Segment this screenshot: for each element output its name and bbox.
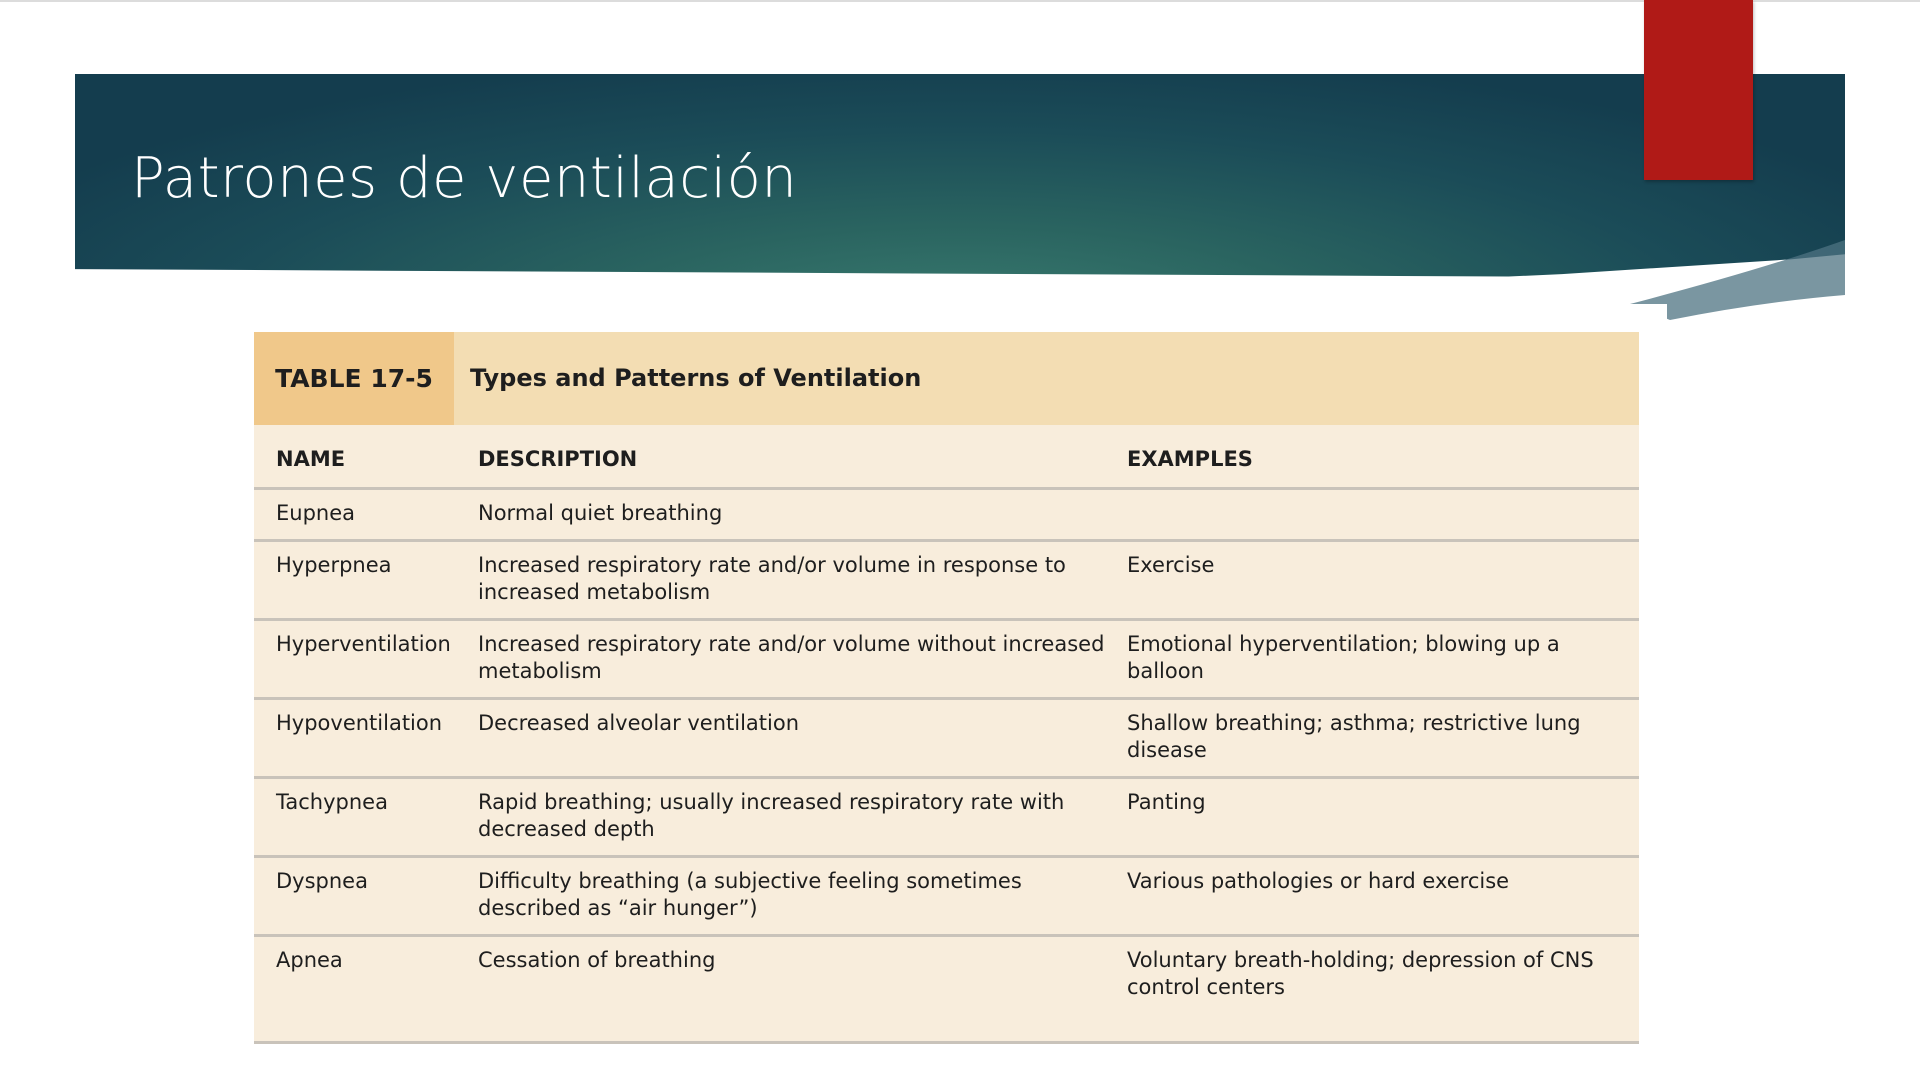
cell-name: Eupnea bbox=[276, 501, 356, 525]
column-header-name: NAME bbox=[276, 447, 346, 471]
slide-title: Patrones de ventilación bbox=[131, 146, 798, 211]
column-header-examples: EXAMPLES bbox=[1127, 447, 1253, 471]
cell-description: Rapid breathing; usually increased respiratory rate with decreased depth bbox=[478, 790, 1065, 841]
table-row bbox=[254, 490, 1639, 542]
cell-name: Tachypnea bbox=[276, 790, 388, 814]
cell-examples: Various pathologies or hard exercise bbox=[1127, 869, 1510, 893]
table-title: Types and Patterns of Ventilation bbox=[470, 364, 922, 392]
red-accent-tab bbox=[1644, 0, 1753, 180]
cell-name: Hypoventilation bbox=[276, 711, 443, 735]
table-backing-plate bbox=[227, 304, 1667, 324]
cell-examples: Exercise bbox=[1127, 553, 1215, 577]
cell-description: Decreased alveolar ventilation bbox=[478, 711, 800, 735]
table-caption bbox=[254, 332, 1639, 425]
cell-name: Apnea bbox=[276, 948, 343, 972]
cell-examples: Voluntary breath-holding; depression of CNS control centers bbox=[1127, 948, 1594, 999]
cell-examples: Emotional hyperventilation; blowing up a balloon bbox=[1127, 632, 1560, 683]
table-row bbox=[254, 858, 1639, 937]
cell-description: Increased respiratory rate and/or volume in response to increased metabolism bbox=[478, 553, 1066, 604]
cell-description: Normal quiet breathing bbox=[478, 501, 723, 525]
top-divider bbox=[0, 0, 1920, 2]
table-row bbox=[254, 937, 1639, 1037]
cell-description: Increased respiratory rate and/or volume without increased metabolism bbox=[478, 632, 1105, 683]
table-row bbox=[254, 779, 1639, 858]
ventilation-table bbox=[254, 332, 1639, 1044]
cell-examples: Panting bbox=[1127, 790, 1206, 814]
table-row bbox=[254, 621, 1639, 700]
table-number: TABLE 17-5 bbox=[254, 332, 454, 425]
table-row bbox=[254, 700, 1639, 779]
cell-examples: Shallow breathing; asthma; restrictive lung disease bbox=[1127, 711, 1581, 762]
cell-name: Dyspnea bbox=[276, 869, 368, 893]
table-row bbox=[254, 542, 1639, 621]
cell-description: Difficulty breathing (a subjective feeling sometimes described as “air hunger”) bbox=[478, 869, 1022, 920]
table-header-row bbox=[254, 425, 1639, 490]
cell-description: Cessation of breathing bbox=[478, 948, 716, 972]
cell-name: Hyperpnea bbox=[276, 553, 392, 577]
column-header-description: DESCRIPTION bbox=[478, 447, 638, 471]
table-body bbox=[254, 490, 1639, 1037]
cell-name: Hyperventilation bbox=[276, 632, 451, 656]
